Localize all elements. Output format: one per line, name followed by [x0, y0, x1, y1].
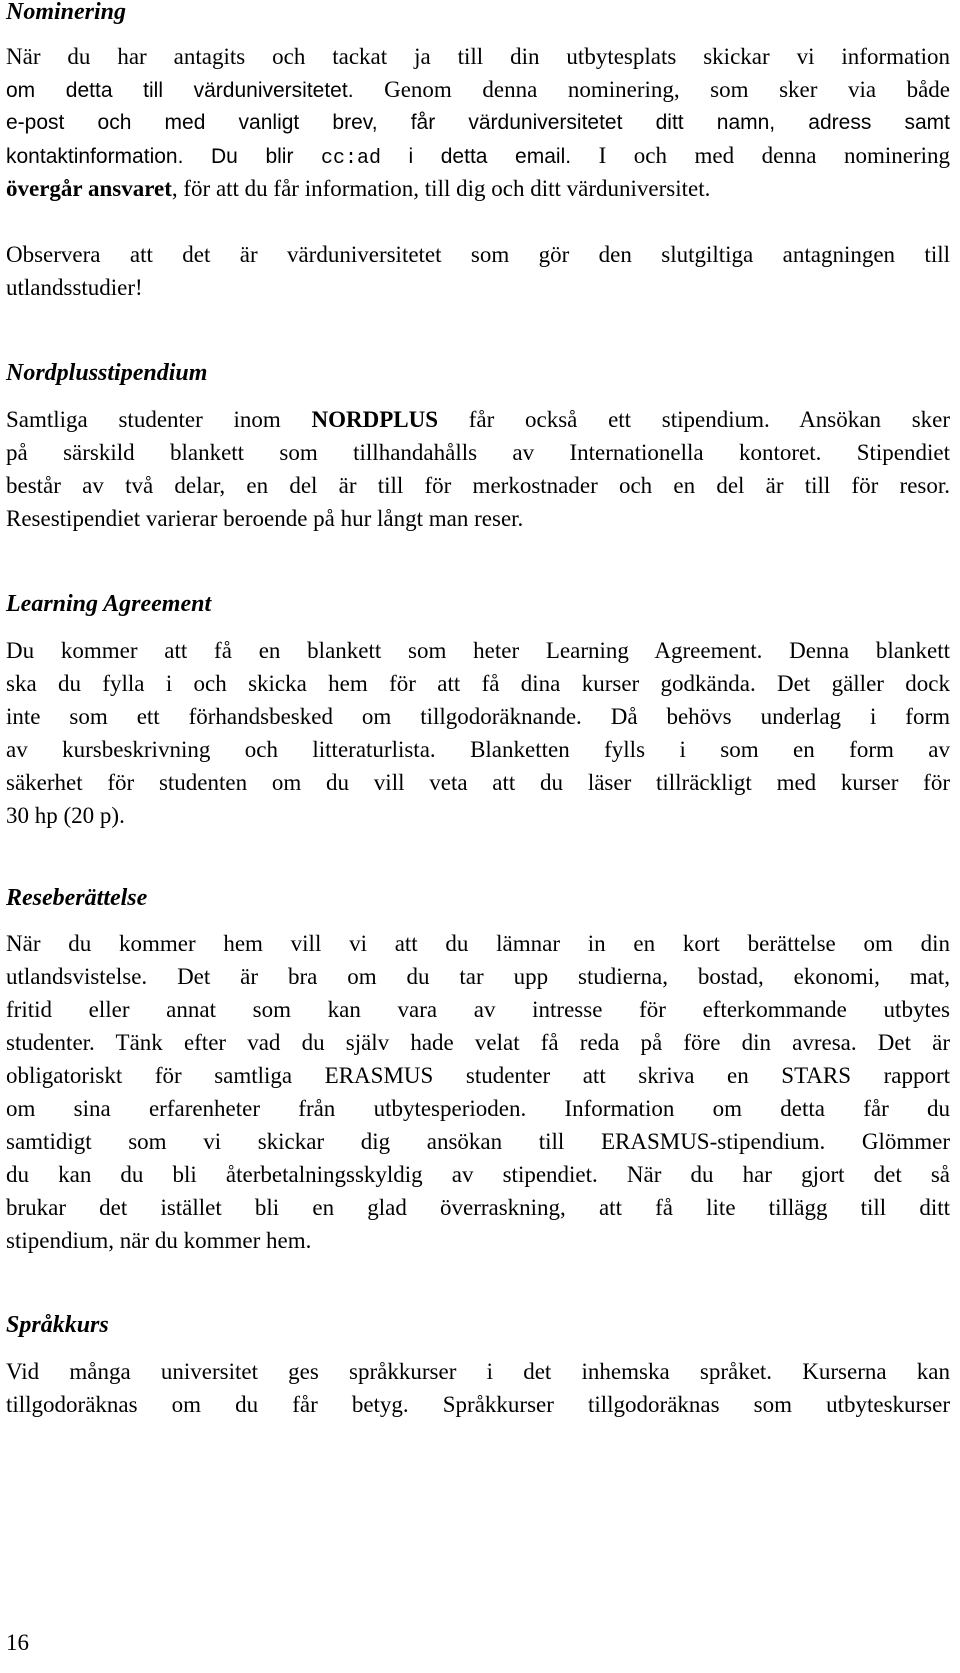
text-line: av kursbeskrivning och litteraturlista. Blanketten fylls i som en form av	[6, 737, 950, 762]
paragraph-learning-agreement	[6, 634, 950, 832]
text-line: samtidigt som vi skickar dig ansökan till ERASMUS-stipendium. Glömmer	[6, 1129, 950, 1154]
text-run: , för att du får information, till dig och ditt värduniversitet.	[171, 176, 711, 201]
text-run: Genom denna nominering, som sker via både	[384, 77, 951, 102]
text-line: e-post och med vanligt brev, får värduniversitetet ditt namn, adress samt	[6, 111, 950, 134]
paragraph-nominering	[6, 40, 950, 205]
text-line: ska du fylla i och skicka hem för att få dina kurser godkända. Det gäller dock	[6, 671, 950, 696]
section-heading-reseberattelse: Reseberättelse	[6, 885, 148, 911]
section-heading-learning-agreement: Learning Agreement	[6, 591, 212, 617]
section-heading-nominering: Nominering	[6, 0, 127, 25]
text-line: Resestipendiet varierar beroende på hur långt man reser.	[6, 506, 524, 531]
paragraph-sprakkurs	[6, 1355, 950, 1421]
text-line: utlandsstudier!	[6, 275, 143, 300]
section-heading-sprakkurs: Språkkurs	[6, 1312, 109, 1338]
text-line: om sina erfarenheter från utbytesperioden. Information om detta får du	[6, 1096, 950, 1121]
text-run: kontaktinformation. Du blir	[6, 145, 294, 168]
text-line: Vid många universitet ges språkkurser i det inhemska språket. Kurserna kan	[6, 1359, 950, 1384]
page-number: 16	[6, 1630, 29, 1655]
text-line: utlandsvistelse. Det är bra om du tar upp studierna, bostad, ekonomi, mat,	[6, 964, 950, 989]
bold-text: NORDPLUS	[311, 407, 439, 432]
text-line: studenter. Tänk efter vad du själv hade velat få reda på före din avresa. Det är	[6, 1030, 950, 1055]
paragraph-reseberattelse	[6, 927, 950, 1257]
text-line: inte som ett förhandsbesked om tillgodoräknande. Då behövs underlag i form	[6, 704, 950, 729]
text-line	[6, 403, 950, 436]
text-line	[6, 139, 950, 172]
paragraph-nordplus	[6, 403, 950, 535]
text-line: säkerhet för studenten om du vill veta att du läser tillräckligt med kurser för	[6, 770, 950, 795]
paragraph-nominering-note	[6, 238, 950, 304]
text-line: 30 hp (20 p).	[6, 803, 125, 828]
text-line: du kan du bli återbetalningsskyldig av stipendiet. När du har gjort det så	[6, 1162, 950, 1187]
text-run: Samtliga studenter inom	[6, 407, 281, 432]
text-run: om detta till värduniversitetet.	[6, 79, 354, 102]
text-line: brukar det istället bli en glad överraskning, att få lite tillägg till ditt	[6, 1195, 950, 1220]
bold-text: övergår ansvaret	[6, 176, 172, 201]
text-line: obligatoriskt för samtliga ERASMUS studenter att skriva en STARS rapport	[6, 1063, 950, 1088]
text-run: i detta email.	[408, 145, 572, 168]
text-run: får också ett stipendium. Ansökan sker	[468, 407, 951, 432]
text-line: består av två delar, en del är till för merkostnader och en del är till för resor.	[6, 473, 950, 498]
text-line: Du kommer att få en blankett som heter Learning Agreement. Denna blankett	[6, 638, 950, 663]
text-line: När du har antagits och tackat ja till din utbytesplats skickar vi information	[6, 44, 950, 69]
text-line: stipendium, när du kommer hem.	[6, 1228, 312, 1253]
text-line: fritid eller annat som kan vara av intresse för efterkommande utbytes	[6, 997, 950, 1022]
text-line: på särskild blankett som tillhandahålls av Internationella kontoret. Stipendiet	[6, 440, 950, 465]
text-run: cc:ad	[320, 147, 381, 170]
section-heading-nordplus: Nordplusstipendium	[6, 360, 208, 386]
text-line	[6, 172, 950, 205]
text-run: I och med denna nominering	[598, 143, 951, 168]
text-line: När du kommer hem vill vi att du lämnar in en kort berättelse om din	[6, 931, 950, 956]
text-line	[6, 73, 950, 106]
text-line: Observera att det är värduniversitetet som gör den slutgiltiga antagningen till	[6, 242, 950, 267]
text-line: tillgodoräknas om du får betyg. Språkkurser tillgodoräknas som utbyteskurser	[6, 1392, 950, 1417]
